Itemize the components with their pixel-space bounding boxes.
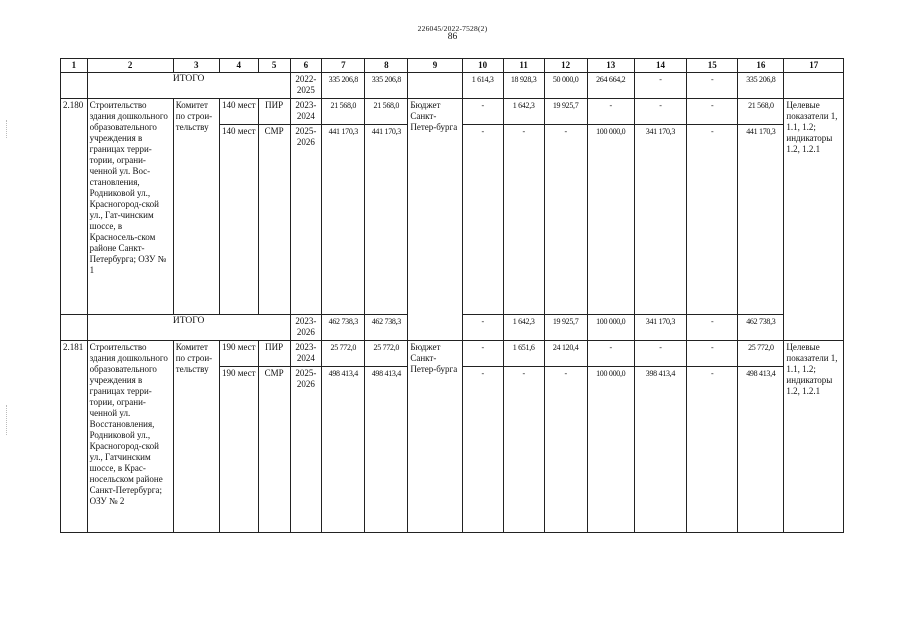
value-cell: - [462, 367, 503, 533]
value-cell: - [544, 125, 587, 315]
value-cell: 441 170,3 [365, 125, 408, 315]
value-cell: 25 772,0 [322, 341, 365, 367]
target-indicators: Целевые показатели 1, 1.1, 1.2; индикаторы 1.2, 1.2.1 [784, 99, 844, 341]
years-cell: 2023-2026 [290, 315, 322, 341]
col-num: 10 [462, 59, 503, 73]
work-type-cell: ПИР [258, 99, 290, 125]
col-num: 16 [738, 59, 784, 73]
value-cell: - [544, 367, 587, 533]
value-cell: 21 568,0 [322, 99, 365, 125]
col-num: 6 [290, 59, 322, 73]
col-num: 7 [322, 59, 365, 73]
empty-cell [784, 73, 844, 99]
col-num: 2 [87, 59, 173, 73]
value-cell: - [634, 73, 686, 99]
value-cell: - [687, 125, 738, 315]
col-num: 8 [365, 59, 408, 73]
scan-edge-mark [6, 405, 8, 435]
value-cell: 498 413,4 [738, 367, 784, 533]
col-num: 4 [219, 59, 258, 73]
col-num: 15 [687, 59, 738, 73]
value-cell: 19 925,7 [544, 99, 587, 125]
value-cell: 398 413,4 [634, 367, 686, 533]
work-type-cell: СМР [258, 125, 290, 315]
funding-source: Бюджет Санкт-Петер-бурга [408, 99, 462, 341]
value-cell: - [634, 341, 686, 367]
total-label: ИТОГО [87, 315, 290, 341]
value-cell: - [462, 341, 503, 367]
value-cell: 335 206,8 [322, 73, 365, 99]
total-label: ИТОГО [87, 73, 290, 99]
value-cell: - [687, 341, 738, 367]
value-cell: 25 772,0 [738, 341, 784, 367]
table-row [61, 99, 844, 125]
value-cell: - [634, 99, 686, 125]
value-cell: 441 170,3 [738, 125, 784, 315]
capacity-cell: 190 мест [219, 341, 258, 367]
value-cell: 19 925,7 [544, 315, 587, 341]
customer-cell: Комитет по строи-тельству [173, 341, 219, 533]
col-num: 17 [784, 59, 844, 73]
value-cell: 335 206,8 [365, 73, 408, 99]
capacity-cell: 140 мест [219, 125, 258, 315]
value-cell: 462 738,3 [322, 315, 365, 341]
value-cell: 50 000,0 [544, 73, 587, 99]
value-cell: - [462, 315, 503, 341]
value-cell: 1 614,3 [462, 73, 503, 99]
years-cell: 2025-2026 [290, 125, 322, 315]
value-cell: 100 000,0 [587, 315, 634, 341]
customer-cell: Комитет по строи-тельству [173, 99, 219, 315]
target-indicators: Целевые показатели 1, 1.1, 1.2; индикаторы 1.2, 1.2.1 [784, 341, 844, 533]
value-cell: 21 568,0 [738, 99, 784, 125]
col-num: 1 [61, 59, 88, 73]
row-number: 2.181 [61, 341, 88, 533]
value-cell: - [687, 73, 738, 99]
value-cell: 462 738,3 [738, 315, 784, 341]
value-cell: - [503, 125, 544, 315]
value-cell: 341 170,3 [634, 125, 686, 315]
funding-source: Бюджет Санкт-Петер-бурга [408, 341, 462, 533]
carry-total-row [61, 73, 844, 99]
program-table [60, 58, 844, 533]
col-num: 12 [544, 59, 587, 73]
value-cell: - [587, 341, 634, 367]
years-cell: 2022-2025 [290, 73, 322, 99]
work-type-cell: СМР [258, 367, 290, 533]
value-cell: - [503, 367, 544, 533]
value-cell: 25 772,0 [365, 341, 408, 367]
value-cell: - [462, 99, 503, 125]
empty-cell [61, 73, 88, 99]
capacity-cell: 140 мест [219, 99, 258, 125]
col-num: 11 [503, 59, 544, 73]
years-cell: 2023-2024 [290, 341, 322, 367]
document-id: 226045/2022-7528(2) [417, 24, 488, 33]
page-number: 86 [447, 32, 458, 42]
object-name: Строительство здания дошкольного образовательного учреждения в границах терри-тории, ограни-ченной ул. Вос-становления, Родниковой ул., Красногород-ской ул., Гат-чинским шоссе, в Красносель-ском районе Санкт-Петербурга; ОЗУ № 1 [87, 99, 173, 315]
value-cell: 100 000,0 [587, 125, 634, 315]
col-num: 3 [173, 59, 219, 73]
years-cell: 2023-2024 [290, 99, 322, 125]
empty-cell [408, 73, 462, 99]
value-cell: 1 642,3 [503, 315, 544, 341]
value-cell: 441 170,3 [322, 125, 365, 315]
object-name: Строительство здания дошкольного образовательного учреждения в границах терри-тории, ограни-ченной ул. Восстановления, Родниковой ул., Красногород-ской ул., Гатчинским шоссе, в Крас-носельском районе Санкт-Петербурга; ОЗУ № 2 [87, 341, 173, 533]
value-cell: 21 568,0 [365, 99, 408, 125]
col-num: 5 [258, 59, 290, 73]
value-cell: 498 413,4 [365, 367, 408, 533]
value-cell: 335 206,8 [738, 73, 784, 99]
column-number-row [61, 59, 844, 73]
value-cell: 264 664,2 [587, 73, 634, 99]
capacity-cell: 190 мест [219, 367, 258, 533]
value-cell: - [462, 125, 503, 315]
value-cell: 24 120,4 [544, 341, 587, 367]
value-cell: 1 642,3 [503, 99, 544, 125]
row-number: 2.180 [61, 99, 88, 315]
empty-cell [61, 315, 88, 341]
value-cell: - [687, 99, 738, 125]
work-type-cell: ПИР [258, 341, 290, 367]
value-cell: 1 651,6 [503, 341, 544, 367]
col-num: 14 [634, 59, 686, 73]
col-num: 9 [408, 59, 462, 73]
table-row [61, 341, 844, 367]
scan-edge-mark [6, 120, 8, 138]
value-cell: - [687, 367, 738, 533]
col-num: 13 [587, 59, 634, 73]
value-cell: 100 000,0 [587, 367, 634, 533]
value-cell: 462 738,3 [365, 315, 408, 341]
years-cell: 2025-2026 [290, 367, 322, 533]
value-cell: 18 928,3 [503, 73, 544, 99]
value-cell: - [587, 99, 634, 125]
value-cell: 341 170,3 [634, 315, 686, 341]
value-cell: 498 413,4 [322, 367, 365, 533]
value-cell: - [687, 315, 738, 341]
